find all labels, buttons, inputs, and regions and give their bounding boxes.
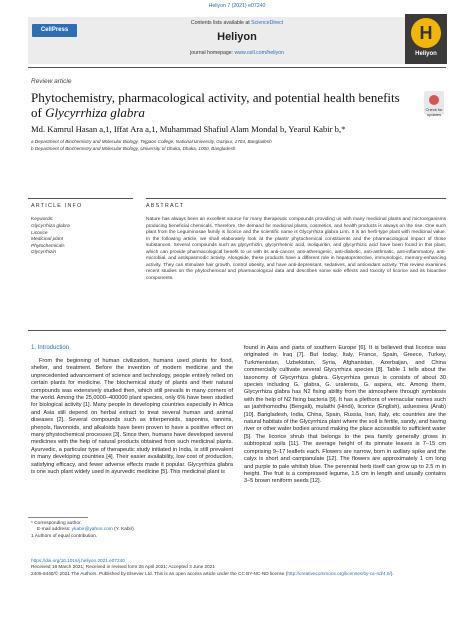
heliyon-logo-label: Heliyon [415, 51, 437, 57]
intro-right-column [244, 345, 446, 486]
check-updates-badge[interactable] [424, 91, 444, 115]
keywords-block [31, 213, 136, 256]
abstract-text: Nature has always been an excellent source for many therapeutic compounds providing us with many medicinal plants and microorganisms producing beneficial chemicals. Therefore, the demand for medicinal plants, cosmetics, and health products is always on the rise. One such plant from the Leguminosae family is licorice and the scientific name is Glycyrrhiza glabra Linn. It is an herb-type plant with medicinal value. In the following article, we shall elaborately look at the plants' phytochemical constituents and the pharmacological impact of those substances. Several compounds such as glycyrrhizin, glycyrrhetinic acid, isoliquiritin, and glycyrrhizic acid have been found in this plant, which can provide pharmacological benefit to us with its anti-cancer, anti-atherogenic, anti-diabetic, anti-asthmatic, anti-inflammatory, anti-microbial, and antispasmodic activity. Alongside, these products have a different role in hepatoprotective, immunologic, memory-enhancing activity. They can stimulate hair growth, control obesity, and have anti-depressant, sedatives, and antioxidant activity. This review examines recent studies on the phytochemical and pharmacological data and describes some side effects and toxicity of licorice and its bioactive components. [146, 217, 446, 281]
footnotes [31, 521, 231, 540]
article-metadata [31, 558, 446, 577]
intro-left-column [31, 345, 233, 477]
contents-prefix: Contents lists available at [190, 20, 252, 26]
email-label: E-mail address: [37, 527, 72, 533]
abstract-heading: ABSTRACT [146, 203, 185, 209]
license-suffix: ). [390, 570, 394, 576]
keyword-item: Licorice [31, 230, 48, 236]
corresponding-note: * Corresponding author. [31, 521, 82, 526]
article-title [31, 90, 411, 120]
footnote-rule [28, 517, 88, 518]
title-species: Glycyrrhiza glabra [45, 105, 145, 120]
journal-name: Heliyon [217, 31, 257, 43]
intro-right-text: found in Asia and parts of southern Europe [6]. It is believed that licorice was originated in Iraq [7]. But today, Italy, France, Spain, Greece, Turkey, Turkmenistan, Uzbekistan, Syria, Afghanistan, Azerbaijan, and China commercially cultivate several Glycyrrhiza species [8]. Table 1 tells about the taxonomy of Glycyrrhiza glabra. Glycyrrhiza genus is consists of about 30 species including G. glabra, G. uralensis, G. aspera, etc. Among them, Glycyrrhiza glabra has N2 fixing ability from the atmosphere through symbiosis with the help of N2 fixing bacteria [9]. It has a plethora of vernacular names such as jashthomodhu (Bengali), mulaithi (Hindi), licorice (English), asluessea (Arab) [10]. Bangladesh, India, China, Spain, Russia, Iran, Italy, etc countries are the natural habitats of the Glycyrrhiza plant where the soil is fertile, sandy, and having river or other water bodies around making the place accessible to sufficient water [5]. The licorice shrub that belongs to the pea family generally grows in subtropical soils [11]. The average height of its pinnate leaves is 7–15 cm comprising 9–17 leaflets each. Flowers are narrow, born in axillary spike and the calyx is short and campanulate [12]. The flowers are approximately 1 cm long and purple to pale whitish blue. The perennial herb itself can grow up to 2.5 m in height. The fruit is a compressed legume, 1.5 cm in length and usually contains 3–5 brown reniform seeds [12]. [244, 345, 447, 485]
intro-heading: 1. Introduction [31, 345, 70, 351]
article-info-heading: ARTICLE INFO [31, 203, 83, 209]
article-type: Review article [31, 78, 72, 85]
affiliation-b: b Department of Biochemistry and Molecular Biology, University of Dhaka, Dhaka, 1000, Bangladesh [31, 146, 236, 151]
cellpress-logo[interactable]: CellPress [32, 24, 77, 37]
abstract-block [146, 213, 446, 282]
heliyon-logo-letter: H [411, 18, 441, 48]
affiliation-a: a Department of Biochemistry and Molecular Biology, Tejgaon College, National University, Gazipur, 1704, Bangladesh [31, 139, 272, 144]
keyword-item: Glycyrrhizin [31, 250, 57, 256]
journal-citation[interactable]: Heliyon 7 (2021) e07240 [208, 3, 266, 9]
homepage-prefix: journal homepage: [190, 50, 235, 56]
received-dates: Received 18 March 2021; Received in revised form 26 April 2021; Accepted 3 June 2021 [31, 564, 215, 570]
body-divider [28, 330, 446, 331]
updates-label: Check for updates [425, 107, 443, 117]
equal-contribution-note: 1 Authors of equal contribution. [31, 533, 98, 539]
keyword-item: Medicinal plant [31, 237, 63, 243]
updates-icon [429, 95, 439, 105]
license-prefix: 2405-8440/© 2021 The Authors. Published by Elsevier Ltd. This is an open access article under the CC BY-NC-ND license ( [31, 570, 288, 576]
abstract-rule [146, 198, 446, 199]
article-info-rule [28, 198, 133, 199]
email-link[interactable]: ykabir@yahoo.com [71, 527, 113, 533]
doi-link[interactable]: https://doi.org/10.1016/j.heliyon.2021.e07240 [31, 558, 125, 563]
keyword-item: Phytochemicals [31, 243, 65, 249]
keywords-label: Keywords: [31, 217, 54, 222]
email-suffix: (Y. Kabir). [112, 527, 136, 533]
intro-left-text: From the beginning of human civilization, humans used plants for food, shelter, and treatment. Before the invention of modern medicine and the unprecedented advancement of science and technology, people entirely relied on certain plants for medicine. The biochemical study of plants and their natural compounds was extensively studied then, which still prevails in many corners of the world. Among the 25,0000–400000 plant species, only 6% have been studied for biological activity [1]. Many people in developing countries especially in Africa and Asia still depend on herbal extract to treat several human and animal diseases [2]. Several compounds such as triterpenoids, saponins, tannins, phenols, flavonoids, and alkaloids have been proven to have a positive effect on many physiochemical processes [3]. Since then, humans have developed several medicines with the help of natural products obtained from such medicinal plants. Ayurvedic, a particular type of therapeutic study initiated in India, is still prevalent in many developing countries [4]. Their easier availability, low cost of production, satisfying efficacy, and fewer adverse effects made it popular. Glycyrrhiza glabra is one such plant widely used in ayurvedic medicine [5]. This medicinal plant is [31, 358, 233, 476]
title-text: Phytochemistry, pharmacological activity, and potential health benefits of [31, 90, 400, 120]
keyword-item: Glycyrrhiza glabra [31, 224, 70, 230]
contents-line [0, 20, 474, 26]
header-divider [28, 67, 446, 68]
homepage-link[interactable]: www.cell.com/heliyon [234, 50, 284, 56]
sciencedirect-link[interactable]: ScienceDirect [251, 20, 284, 26]
homepage-line [0, 50, 474, 56]
author-list: Md. Kamrul Hasan a,1, Iffat Ara a,1, Muhammad Shafiul Alam Mondal b, Yearul Kabir b,* [31, 124, 346, 134]
license-link[interactable]: http://creativecommons.org/licenses/by-nc-nd/4.0/ [287, 570, 391, 576]
license-line [31, 571, 446, 577]
